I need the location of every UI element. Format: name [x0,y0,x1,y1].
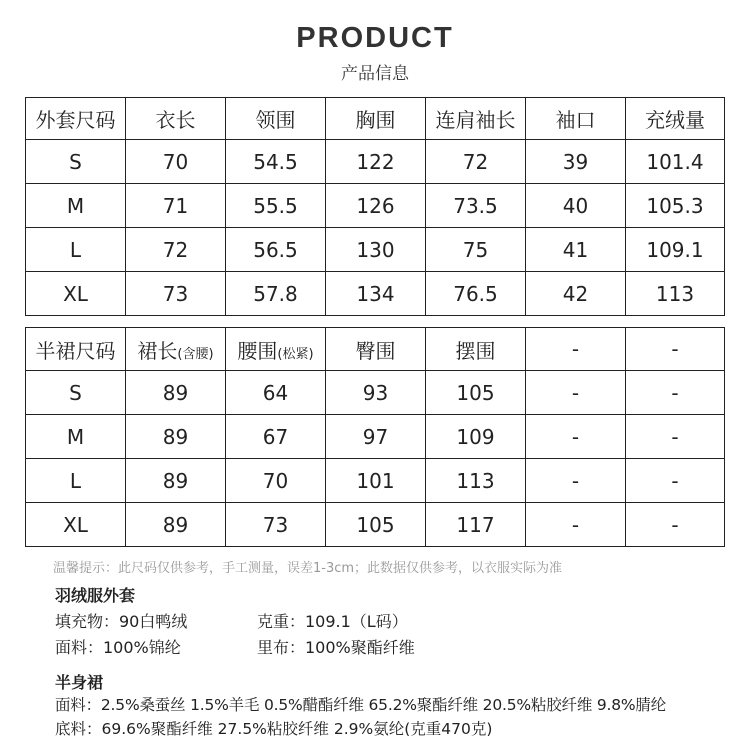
skirt-info-title: 半身裙 [55,673,104,692]
header-cell: 充绒量 [626,98,725,140]
table-cell: L [26,228,126,272]
table-row [26,503,725,547]
table-row [26,272,725,316]
page-title: PRODUCT [296,22,454,54]
table-cell: 41 [526,228,626,272]
skirt-fabric: 面料：2.5%桑蚕丝 1.5%羊毛 0.5%醋酯纤维 65.2%聚酯纤维 20.5%粘胶纤维 9.8%腈纶 [55,696,667,714]
size-note: 温馨提示：此尺码仅供参考，手工测量，误差1-3cm；此数据仅供参考，以衣服实际为准 [53,561,563,576]
table-cell: 57.8 [226,272,326,316]
table-cell: 89 [126,371,226,415]
table-cell: 113 [626,272,725,316]
header-cell: 连肩袖长 [426,98,526,140]
table-row [26,184,725,228]
table-cell: - [526,459,626,503]
table-header-row [26,328,725,371]
table-cell: 113 [426,459,526,503]
table-cell: 101.4 [626,140,725,184]
table-cell: 105 [326,503,426,547]
table-cell: 93 [326,371,426,415]
table-cell: M [26,184,126,228]
header-cell [526,328,626,371]
header-cell: 袖口 [526,98,626,140]
table-cell: - [626,415,725,459]
table-cell: L [26,459,126,503]
table-cell: 97 [326,415,426,459]
table-cell: 109.1 [626,228,725,272]
table-cell: 72 [426,140,526,184]
table-row [26,140,725,184]
skirt-size-table [25,327,725,547]
page-subtitle: 产品信息 [341,64,409,84]
table-cell: 73.5 [426,184,526,228]
table-cell: 67 [226,415,326,459]
table-row [26,415,725,459]
table-cell: - [526,503,626,547]
header-main: - [571,337,580,361]
table-cell: 70 [126,140,226,184]
header-cell: 外套尺码 [26,98,126,140]
table-row [26,371,725,415]
header-main: 臀围 [355,338,396,363]
header-main: - [671,337,679,361]
table-cell: 73 [126,272,226,316]
table-cell: 64 [226,371,326,415]
table-cell: 71 [126,184,226,228]
table-cell: - [626,371,725,415]
table-cell: - [626,459,725,503]
table-cell: 70 [226,459,326,503]
table-cell: 134 [326,272,426,316]
table-cell: 55.5 [226,184,326,228]
table-cell: S [26,371,126,415]
jacket-info-title: 羽绒服外套 [55,586,136,605]
table-cell: 40 [526,184,626,228]
table-cell: 89 [126,503,226,547]
table-header-row [26,98,725,140]
jacket-fabric: 面料：100%锦纶 [55,638,181,657]
header-cell: 衣长 [126,98,226,140]
jacket-size-table [25,97,725,316]
table-cell: 101 [326,459,426,503]
table-cell: 73 [226,503,326,547]
header-cell [26,328,126,371]
table-cell: 56.5 [226,228,326,272]
header-main: 裙长 [137,338,178,363]
table-cell: 75 [426,228,526,272]
table-cell: 117 [426,503,526,547]
table-cell: XL [26,503,126,547]
table-cell: 42 [526,272,626,316]
header-sub: (含腰) [177,346,214,362]
header-main: 半裙尺码 [35,338,116,363]
header-cell [426,328,526,371]
table-cell: 76.5 [426,272,526,316]
table-cell: 105.3 [626,184,725,228]
table-cell: 109 [426,415,526,459]
header-cell: 胸围 [326,98,426,140]
header-sub: (松紧) [277,346,314,362]
table-cell: - [526,415,626,459]
table-cell: 126 [326,184,426,228]
table-cell: - [526,371,626,415]
table-cell: - [626,503,725,547]
table-cell: XL [26,272,126,316]
jacket-weight: 克重：109.1（L码） [257,612,408,631]
table-cell: 89 [126,459,226,503]
table-cell: 122 [326,140,426,184]
table-cell: 105 [426,371,526,415]
table-cell: 54.5 [226,140,326,184]
header-cell [326,328,426,371]
jacket-lining: 里布：100%聚酯纤维 [257,638,415,657]
table-cell: S [26,140,126,184]
skirt-base: 底料：69.6%聚酯纤维 27.5%粘胶纤维 2.9%氨纶(克重470克) [55,720,493,738]
header-main: 腰围 [237,338,278,363]
table-cell: 72 [126,228,226,272]
header-cell [126,328,226,371]
table-cell: 39 [526,140,626,184]
header-cell [626,328,725,371]
header-cell: 领围 [226,98,326,140]
table-cell: 89 [126,415,226,459]
table-cell: 130 [326,228,426,272]
header-cell [226,328,326,371]
table-cell: M [26,415,126,459]
header-main: 摆围 [455,338,496,363]
table-row [26,459,725,503]
jacket-filling: 填充物：90白鸭绒 [55,612,188,631]
table-row [26,228,725,272]
